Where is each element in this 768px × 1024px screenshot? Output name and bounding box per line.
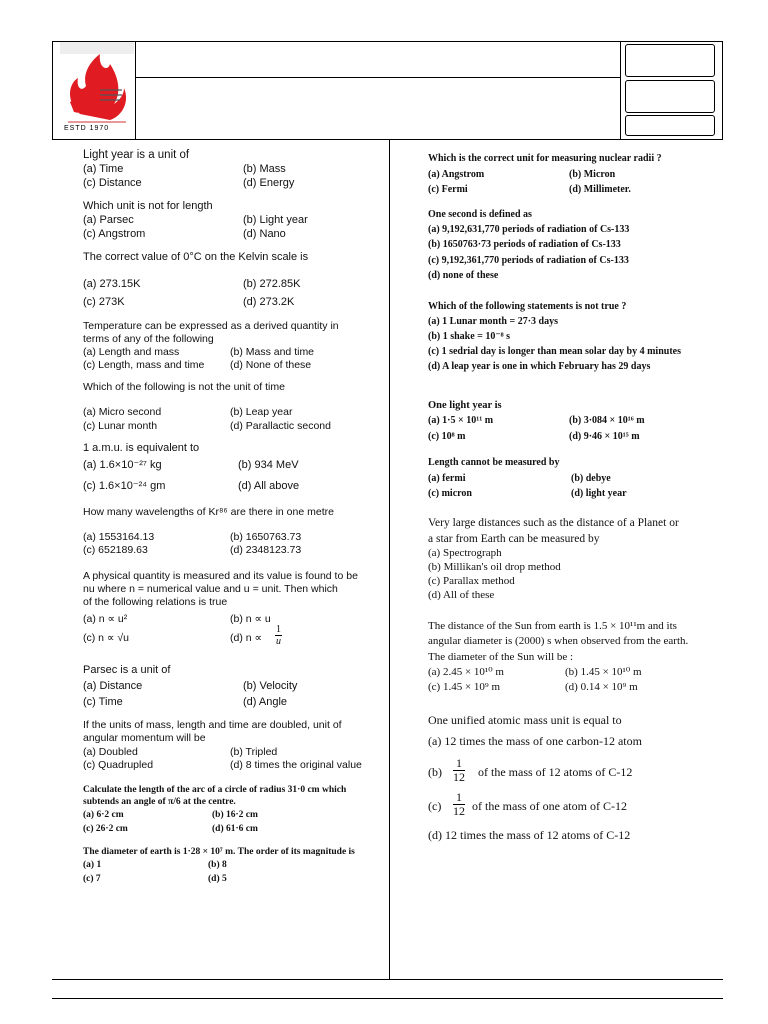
option: (b) n ∝ u (230, 613, 271, 625)
option: (d) 12 times the mass of 12 atoms of C-12 (428, 828, 631, 842)
option: (a) Micro second (83, 406, 162, 418)
option: (b) 272.85K (243, 278, 301, 290)
question-r3: Which of the following statements is not true ? (428, 301, 627, 312)
option: (a) fermi (428, 473, 466, 484)
footer-line-2 (52, 998, 723, 999)
option: (a) 1 Lunar month = 27·3 days (428, 316, 558, 327)
question-r7-line2: angular diameter is (2000) s when observed from the earth. (428, 635, 689, 647)
option: (d) 0.14 × 10⁹ m (565, 681, 638, 693)
option: (a) 273.15K (83, 278, 141, 290)
header-divider-right (620, 41, 621, 139)
option: (b) 16·2 cm (212, 810, 258, 820)
option: (c) Lunar month (83, 420, 158, 432)
option: (d) none of these (428, 270, 499, 281)
question-11: Calculate the length of the arc of a circle of radius 31·0 cm which (83, 785, 347, 795)
option: (b) 8 (208, 860, 227, 870)
option: (b) 934 MeV (238, 459, 299, 471)
footer-line-1 (52, 979, 723, 980)
option: (c) 1.6×10⁻²⁴ gm (83, 480, 166, 492)
option: of the mass of one atom of C-12 (472, 799, 627, 813)
question-10-line2: angular momentum will be (83, 732, 206, 744)
option: (a) Doubled (83, 746, 138, 758)
option: (d) All of these (428, 589, 495, 601)
question-12: The diameter of earth is 1·28 × 10⁷ m. The order of its magnitude is (83, 847, 355, 857)
option: (a) 1.6×10⁻²⁷ kg (83, 459, 162, 471)
option: (c) Fermi (428, 184, 468, 195)
option: (c) 10⁸ m (428, 431, 466, 442)
option: (b) Millikan's oil drop method (428, 561, 561, 573)
option-label: (b) (428, 765, 442, 779)
header-divider-left (135, 41, 136, 139)
option-label: (c) (428, 799, 442, 813)
question-9: Parsec is a unit of (83, 664, 171, 676)
fraction-denominator: 12 (453, 770, 465, 784)
question-r2: One second is defined as (428, 209, 532, 220)
option: (c) 7 (83, 874, 101, 884)
option: (a) 1553164.13 (83, 531, 155, 543)
header-box-1 (625, 44, 715, 77)
option: (c) n ∝ √u (83, 632, 129, 644)
question-11-line2: subtends an angle of π/6 at the centre. (83, 797, 236, 807)
fraction-denominator: 12 (453, 804, 465, 818)
question-4-line2: terms of any of the following (83, 333, 214, 345)
option: (c) Time (83, 696, 123, 708)
option: (b) 1650763·73 periods of radiation of Cs-133 (428, 239, 621, 250)
option: (b) Light year (243, 214, 308, 226)
option: (b) 1.45 × 10¹⁰ m (565, 666, 642, 678)
option: (c) micron (428, 488, 472, 499)
option: (b) 1650763.73 (230, 531, 302, 543)
question-3: The correct value of 0°C on the Kelvin scale is (83, 251, 309, 263)
fraction-numerator: 1 (453, 791, 465, 805)
question-r5: Length cannot be measured by (428, 457, 560, 468)
frame-top (52, 41, 723, 42)
option: (b) Micron (569, 169, 616, 180)
question-r8: One unified atomic mass unit is equal to (428, 713, 622, 727)
option: (d) 9·46 × 10¹⁵ m (569, 431, 640, 442)
header-box-3 (625, 115, 715, 136)
option: (b) 3·084 × 10¹⁶ m (569, 415, 645, 426)
question-r1: Which is the correct unit for measuring nuclear radii ? (428, 153, 662, 164)
option: (d) n ∝ (230, 632, 263, 644)
option: (b) Mass (243, 163, 286, 175)
option: (d) All above (238, 480, 300, 492)
option: (a) 2.45 × 10¹⁰ m (428, 666, 504, 678)
option: (a) 12 times the mass of one carbon-12 atom (428, 734, 642, 748)
option: (c) 1 sedrial day is longer than mean solar day by 4 minutes (428, 346, 681, 357)
option: (d) 5 (208, 874, 227, 884)
question-r4: One light year is (428, 400, 502, 411)
question-10: If the units of mass, length and time are doubled, unit of (83, 719, 342, 731)
fraction-numerator: 1 (453, 757, 465, 771)
logo (60, 42, 134, 136)
option: (b) Velocity (243, 680, 298, 692)
option: (c) 26·2 cm (83, 824, 128, 834)
flame-logo-icon (60, 42, 134, 136)
option: (b) Leap year (230, 406, 293, 418)
option: (a) 1 (83, 860, 102, 870)
question-r7: The distance of the Sun from earth is 1.5 × 10¹¹m and its (428, 620, 677, 632)
fraction-1-over-u (275, 624, 282, 647)
option: (a) 6·2 cm (83, 810, 124, 820)
option: (d) 61·6 cm (212, 824, 258, 834)
option: (a) Distance (83, 680, 143, 692)
fraction-numerator: 1 (276, 624, 281, 635)
option: (d) A leap year is one in which February has 29 days (428, 361, 651, 372)
option: (b) Mass and time (230, 346, 315, 358)
frame-left (52, 41, 53, 139)
fraction-1-over-12-c (453, 791, 465, 818)
question-r7-line3: The diameter of the Sun will be : (428, 651, 574, 663)
header-bottom-line (52, 139, 723, 140)
option: (d) 273.2K (243, 296, 295, 308)
option: (c) 9,192,361,770 periods of radiation of Cs-133 (428, 255, 629, 266)
option: (a) Parsec (83, 214, 134, 226)
option: (d) Energy (243, 177, 295, 189)
question-7: How many wavelengths of Kr⁸⁶ are there in one metre (83, 506, 334, 518)
fraction-denominator: u (276, 636, 281, 647)
question-r6: Very large distances such as the distance of a Planet or (428, 517, 679, 529)
option: (c) Parallax method (428, 575, 515, 587)
estd-label: ESTD 1970 (64, 125, 110, 132)
option: (d) None of these (230, 359, 312, 371)
option: (d) 8 times the original value (230, 759, 362, 771)
question-4: Temperature can be expressed as a derived quantity in (83, 320, 339, 332)
question-8-line2: nu where n = numerical value and u = unit. Then which (83, 583, 338, 595)
option: (c) 652189.63 (83, 544, 148, 556)
option: (d) Millimeter. (569, 184, 631, 195)
option: (b) 1 shake = 10⁻⁸ s (428, 331, 511, 342)
header-mid-line (135, 77, 620, 78)
option: (c) Length, mass and time (83, 359, 205, 371)
question-8: A physical quantity is measured and its value is found to be (83, 570, 358, 582)
column-divider (389, 140, 390, 980)
option: (a) 9,192,631,770 periods of radiation of Cs-133 (428, 224, 630, 235)
option: of the mass of 12 atoms of C-12 (478, 765, 633, 779)
option: (d) 2348123.73 (230, 544, 302, 556)
option: (a) Time (83, 163, 124, 175)
question-5: Which of the following is not the unit of time (83, 381, 285, 393)
option: (a) Length and mass (83, 346, 180, 358)
option: (a) Angstrom (428, 169, 485, 180)
question-r6-line2: a star from Earth can be measured by (428, 533, 600, 545)
option: (d) Nano (243, 228, 286, 240)
question-6: 1 a.m.u. is equivalent to (83, 442, 200, 454)
question-8-line3: of the following relations is true (83, 596, 228, 608)
fraction-1-over-12-b (453, 757, 465, 784)
option: (b) Tripled (230, 746, 278, 758)
option: (d) Angle (243, 696, 288, 708)
header-box-2 (625, 80, 715, 113)
option: (a) 1·5 × 10¹¹ m (428, 415, 494, 426)
option: (d) Parallactic second (230, 420, 331, 432)
question-2: Which unit is not for length (83, 200, 213, 212)
option: (b) debye (571, 473, 611, 484)
option: (c) Angstrom (83, 228, 146, 240)
option: (c) 1.45 × 10⁹ m (428, 681, 501, 693)
option: (c) 273K (83, 296, 125, 308)
frame-right (722, 41, 723, 139)
option: (a) n ∝ u² (83, 613, 128, 625)
option: (c) Distance (83, 177, 142, 189)
question-1: Light year is a unit of (83, 149, 190, 161)
option: (a) Spectrograph (428, 547, 502, 559)
option: (d) light year (571, 488, 627, 499)
option: (c) Quadrupled (83, 759, 154, 771)
